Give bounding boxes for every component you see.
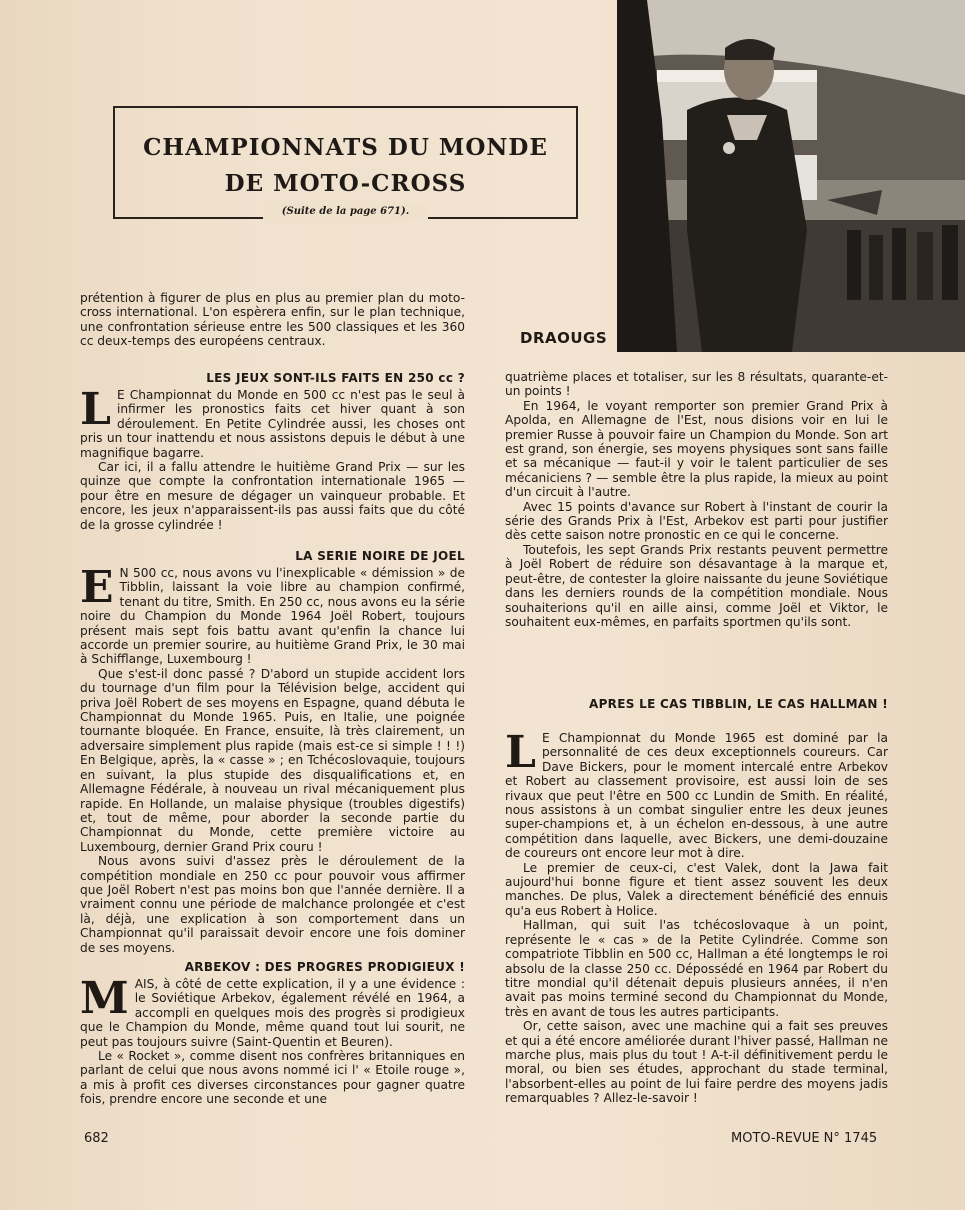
continued-note: (Suite de la page 671).: [263, 204, 428, 220]
page-number: 682: [84, 1131, 109, 1146]
section4-paragraph1: L E Championnat du Monde 1965 est dominé par la personnalité de ces deux exceptionnels coureurs. Car Dave Bickers, pour le moment intercalé entre Arbekov et Robert au classement provisoire, est aussi loin de ses rivaux que peut l'être en 500 cc Lundin de Smith. En réalité, nous assistons à un combat singulier entre les deux jeunes super-champions et, à un échelon en-dessous, à une autre compétition dans laquelle, avec Bickers, une demi-douzaine de coureurs ont encore leur mot à dire.: [505, 727, 888, 861]
section1-paragraph1: L E Championnat du Monde en 500 cc n'est pas le seul à infirmer les pronostics faits cet hiver quant à son déroulement. En Petite Cylindrée aussi, les choses ont pris un tour inattendu et nous assistons depuis le début à une magnifique bagarre.: [80, 384, 465, 460]
magazine-issue: MOTO-REVUE N° 1745: [731, 1131, 878, 1146]
section-heading-serie-noire: LA SERIE NOIRE DE JOEL: [295, 549, 465, 563]
section3-paragraph2: Le « Rocket », comme disent nos confrères britanniques en parlant de celui que nous avons nommé ici l' « Etoile rouge », a mis à profit ces diverses circonstances pour gagner quatre fois, prendre encore une seconde et une: [80, 1049, 465, 1107]
right-paragraph2: En 1964, le voyant remporter son premier Grand Prix à Apolda, en Allemagne de l'Est, nous disions voir en lui le premier Russe à pouvoir faire un Champion du Monde. Son art est grand, son énergie, ses moyens physiques sont sans faille et sa mécanique — faut-il y voir le talent particulier de ses mécaniciens ? — semble être la plus rapide, la mieux au point d'un circuit à l'autre.: [505, 398, 888, 500]
section2-paragraph1: E N 500 cc, nous avons vu l'inexplicable « démission » de Tibblin, laissant la voie libre au champion confirmé, tenant du titre, Smith. En 250 cc, nous avons eu la série noire du Champion du Monde 1964 Joël Robert, toujours présent mais sept fois battu avant qu'enfin la chance lui accorde un premier sourire, au huitième Grand Prix, le 30 mai à Schifflange, Luxembourg !: [80, 562, 465, 667]
section3-paragraph1: MAIS, à côté de cette explication, il y a une évidence : le Soviétique Arbekov, également révélé en 1964, a accompli en quelques mois des progrès si prodigieux que le Champion du Monde, même quand tout lui sourit, ne peut pas toujours suivre (Saint-Quentin et Beuren).: [80, 973, 465, 1049]
section-heading-arbekov: ARBEKOV : DES PROGRES PRODIGIEUX !: [184, 960, 465, 974]
section-heading-250cc: LES JEUX SONT-ILS FAITS EN 250 cc ?: [206, 371, 465, 385]
right-paragraph1: quatrième places et totaliser, sur les 8 résultats, quarante-et-un points !: [505, 370, 888, 399]
drop-cap: L: [80, 384, 111, 435]
intro-text: prétention à figurer de plus en plus au premier plan du moto-cross international. L'on espèrera enfin, sur le plan technique, une confrontation sérieuse entre les 500 classiques et les 360 cc deux-temps des européens centraux.: [80, 291, 465, 349]
photo-caption: DRAOUGS: [520, 329, 608, 347]
section2-paragraph3: Nous avons suivi d'assez près le déroulement de la compétition mondiale en 250 cc pour pouvoir vous affirmer que Joël Robert n'est pas moins bon que l'année dernière. Il a vraiment connu une période de malchance prolongée et c'est là, déjà, une explication à son comportement dans un Championnat qu'il paraissait devoir encore une fois dominer de ses moyens.: [80, 854, 465, 955]
title-box: [113, 106, 578, 219]
section4-paragraph4: Or, cette saison, avec une machine qui a fait ses preuves et qui a été encore améliorée durant l'hiver passé, Hallman ne marche plus, mais plus du tout ! A-t-il définitivement perdu le moral, ou bien ses études, approchant du stade terminal, l'absorbent-elles au point de lui faire perdre des moyens jadis remarquables ? Allez-le-savoir !: [505, 1019, 888, 1106]
section2-paragraph2: Que s'est-il donc passé ? D'abord un stupide accident lors du tournage d'un film pour la Télévision belge, accident qui priva Joël Robert de ses moyens en Espagne, quand débuta le Championnat du Monde 1965. Puis, en Italie, une poignée tournante bloquée. En France, ensuite, là très clairement, un adversaire simplement plus rapide (mais est-ce si simple ! ! !) En Belgique, après, la « casse » ; en Tchécoslovaquie, toujours en suivant, la plus stupide des disqualifications et, en Allemagne Fédérale, à nouveau un rival mécaniquement plus rapide. En Hollande, un malaise physique (troubles digestifs) et, tout de même, pour aborder la seconde partie du Championnat du Monde, cette première victoire au Luxembourg, dernier Grand Prix couru !: [80, 666, 465, 854]
right-column-top: [505, 370, 888, 629]
rider-photo: [617, 0, 965, 352]
section-arbekov-body: [80, 973, 465, 1107]
article-title-line1: CHAMPIONNATS DU MONDE: [143, 134, 548, 161]
section4-paragraph2: Le premier de ceux-ci, c'est Valek, dont la Jawa fait aujourd'hui bonne figure et tient assez souvent les deux manches. De plus, Valek a directement bénéficié des ennuis qu'a eus Robert à Holice.: [505, 860, 888, 918]
section-250cc-body: [80, 384, 465, 532]
drop-cap: L: [505, 727, 536, 778]
drop-cap: E: [80, 562, 114, 613]
section1-paragraph2: Car ici, il a fallu attendre le huitième Grand Prix — sur les quinze que compte la confrontation internationale 1965 — pour être en mesure de dégager un vainqueur probable. Et encore, les jeux n'apparaissent-ils pas aussi faits que du côté de la grosse cylindrée !: [80, 460, 465, 532]
photo-illustration: [617, 0, 965, 352]
section-serie-noire-body: [80, 562, 465, 955]
drop-cap: M: [80, 973, 129, 1024]
section-hallman-body: [505, 727, 888, 1106]
section4-paragraph3: Hallman, qui suit l'as tchécoslovaque à un point, représente le « cas » de la Petite Cylindrée. Comme son compatriote Tibblin en 500 cc, Hallman a été longtemps le roi absolu de la classe 250 cc. Dépossédé en 1964 par Robert du titre mondial qu'il détenait depuis plusieurs années, il n'en avait pas moins terminé second du Championnat du Monde, très en avant de tous les autres participants.: [505, 918, 888, 1019]
right-paragraph4: Toutefois, les sept Grands Prix restants peuvent permettre à Joël Robert de réduire son désavantage à la marque et, peut-être, de contester la gloire naissante du jeune Soviétique dans les derniers rounds de la compétition mondiale. Nous souhaiterions qu'il en aille ainsi, comme Joël et Viktor, le souhaitent eux-mêmes, en parfaits sportmen qu'ils sont.: [505, 542, 888, 629]
right-paragraph3: Avec 15 points d'avance sur Robert à l'instant de courir la série des Grands Prix à l'Est, Arbekov est parti pour justifier dès cette saison notre pronostic en ce qui le concerne.: [505, 499, 888, 543]
intro-paragraph: [80, 291, 465, 349]
section-heading-hallman: APRES LE CAS TIBBLIN, LE CAS HALLMAN !: [589, 697, 888, 711]
article-title-line2: DE MOTO-CROSS: [224, 170, 467, 197]
